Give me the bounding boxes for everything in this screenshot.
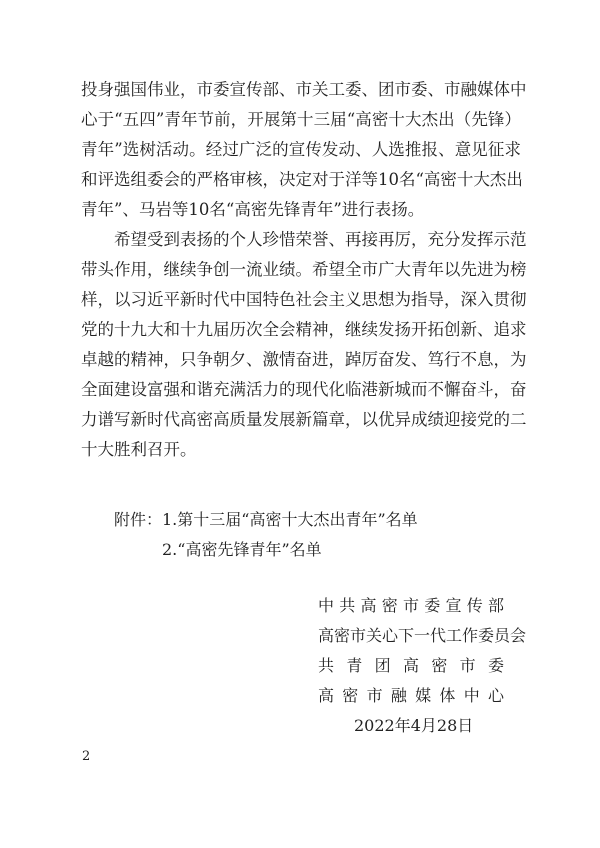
document-date: 2022年4月28日	[354, 716, 474, 735]
body-line: 青年”选树活动。经过广泛的宣传发动、人选推报、意见征求	[81, 140, 521, 159]
body-line: 样，以习近平新时代中国特色社会主义思想为指导，深入贯彻	[81, 290, 527, 309]
body-line: 带头作用，继续争创一流业绩。希望全市广大青年以先进为榜	[81, 260, 527, 279]
body-line: 和评选组委会的严格审核，决定对于洋等10名“高密十大杰出	[81, 170, 523, 189]
body-line: 全面建设富强和谐充满活力的现代化临港新城而不懈奋斗，奋	[81, 380, 527, 399]
body-line: 十大胜利召开。	[81, 440, 197, 459]
signature-org: 高密市融媒体中心	[318, 686, 504, 705]
body-line: 心于“五四”青年节前，开展第十三届“高密十大杰出（先锋）	[81, 110, 521, 129]
body-line: 希望受到表扬的个人珍惜荣誉、再接再厉，充分发挥示范	[114, 230, 527, 249]
attachment-item: 1.第十三届“高密十大杰出青年”名单	[162, 510, 418, 529]
body-line: 青年”、马岩等10名“高密先锋青年”进行表扬。	[81, 200, 425, 219]
page-number: 2	[82, 749, 91, 764]
signature-org: 中共高密市委宣传部	[318, 596, 504, 615]
body-line: 力谱写新时代高密高质量发展新篇章，以优异成绩迎接党的二	[81, 410, 527, 429]
body-line: 卓越的精神，只争朝夕、激情奋进，踔厉奋发、笃行不息，为	[81, 350, 527, 369]
attachment-item: 2.“高密先锋青年”名单	[162, 540, 322, 559]
signature-org: 高密市关心下一代工作委员会	[318, 626, 527, 645]
attachment-label: 附件：	[114, 510, 163, 529]
body-line: 党的十九大和十九届历次全会精神，继续发扬开拓创新、追求	[81, 320, 527, 339]
body-line: 投身强国伟业，市委宣传部、市关工委、团市委、市融媒体中	[81, 80, 527, 99]
signature-org: 共青团高密市委	[318, 656, 504, 675]
